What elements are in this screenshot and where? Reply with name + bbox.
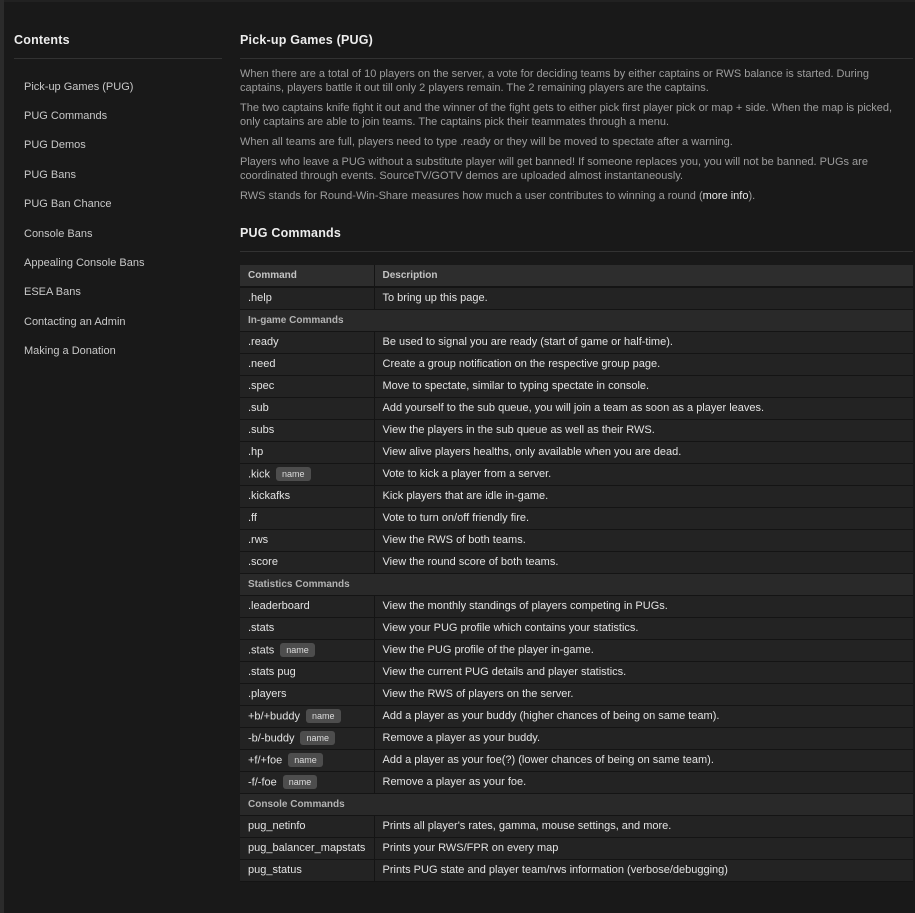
command-cell [240, 507, 374, 529]
commands-table [240, 265, 913, 882]
command-text: .stats pug [248, 666, 296, 678]
commands-table-body [240, 287, 913, 881]
paragraph: When all teams are full, players need to type .ready or they will be moved to spectate after a warning. [240, 136, 733, 148]
command-cell [240, 837, 374, 859]
table-row [240, 859, 913, 881]
table-row [240, 617, 913, 639]
description-cell: Be used to signal you are ready (start of game or half-time). [374, 331, 913, 353]
command-text: pug_status [248, 864, 302, 876]
command-text: .leaderboard [248, 600, 310, 612]
table-row [240, 551, 913, 573]
description-cell: View the monthly standings of players competing in PUGs. [374, 595, 913, 617]
command-text: -b/-buddy [248, 732, 295, 745]
command-cell [240, 749, 374, 771]
table-row [240, 287, 913, 309]
table-row [240, 705, 913, 727]
main-content [240, 0, 913, 882]
sidebar-item[interactable] [14, 160, 230, 189]
sidebar-item-label: Appealing Console Bans [24, 257, 145, 270]
argument-badge: name [306, 709, 341, 723]
table-row [240, 529, 913, 551]
command-cell [240, 463, 374, 485]
paragraph: The two captains knife fight it out and the winner of the fight gets to either pick first player pick or map + side. When the map is picked, only captains are able to join teams. The captains pick their teammates through a menu. [240, 102, 893, 128]
contents-sidebar [4, 0, 230, 366]
command-cell [240, 705, 374, 727]
command-text: .score [248, 556, 278, 568]
sidebar-item-label: Making a Donation [24, 345, 116, 358]
sidebar-item-label: Pick-up Games (PUG) [24, 80, 134, 93]
command-text: +b/+buddy [248, 710, 300, 723]
command-text: -f/-foe [248, 776, 277, 789]
description-cell: Add a player as your foe(?) (lower chances of being on same team). [374, 749, 913, 771]
description-cell: Move to spectate, similar to typing spectate in console. [374, 375, 913, 397]
divider [14, 58, 222, 59]
table-section-label: In-game Commands [240, 309, 913, 331]
argument-badge: name [288, 753, 323, 767]
command-cell [240, 441, 374, 463]
table-row [240, 749, 913, 771]
sidebar-item-label: PUG Ban Chance [24, 198, 112, 211]
command-cell [240, 287, 374, 309]
description-cell: View the round score of both teams. [374, 551, 913, 573]
description-cell: Remove a player as your foe. [374, 771, 913, 793]
sidebar-item[interactable] [14, 248, 230, 277]
table-row [240, 485, 913, 507]
command-text: .kick [248, 468, 270, 481]
command-text: .ready [248, 336, 279, 348]
table-row [240, 507, 913, 529]
description-cell: Prints PUG state and player team/rws information (verbose/debugging) [374, 859, 913, 881]
argument-badge: name [300, 731, 335, 745]
paragraph: Players who leave a PUG without a substitute player will get banned! If someone replaces you, you will not be banned. PUGs are coordinated through events. SourceTV/GOTV demos are uploaded almost instantaneously. [240, 156, 868, 182]
description-cell: Kick players that are idle in-game. [374, 485, 913, 507]
command-cell [240, 595, 374, 617]
table-row [240, 837, 913, 859]
argument-badge: name [276, 467, 311, 481]
table-row [240, 595, 913, 617]
rws-text-suffix: ). [748, 190, 756, 202]
table-row [240, 331, 913, 353]
description-cell: Vote to turn on/off friendly fire. [374, 507, 913, 529]
command-text: .sub [248, 402, 269, 414]
table-row [240, 639, 913, 661]
sidebar-item[interactable] [14, 190, 230, 219]
argument-badge: name [283, 775, 318, 789]
sidebar-item-label: PUG Bans [24, 168, 76, 181]
table-row [240, 815, 913, 837]
command-cell [240, 485, 374, 507]
sidebar-item-label: PUG Demos [24, 139, 86, 152]
description-cell: Vote to kick a player from a server. [374, 463, 913, 485]
sidebar-item[interactable] [14, 131, 230, 160]
command-cell [240, 639, 374, 661]
paragraph: When there are a total of 10 players on the server, a vote for deciding teams by either captains or RWS balance is started. During captains, players battle it out till only 2 players remain. The 2 remaining players are the captains. [240, 68, 869, 94]
command-cell [240, 727, 374, 749]
sidebar-item-label: PUG Commands [24, 110, 108, 123]
more-info-link[interactable]: more info [702, 190, 749, 202]
sidebar-item[interactable] [14, 72, 230, 101]
rws-text-prefix: RWS stands for Round-Win-Share measures how much a user contributes to winning a round ( [240, 190, 703, 202]
command-cell [240, 397, 374, 419]
table-section-label: Console Commands [240, 793, 913, 815]
command-text: .kickafks [248, 490, 291, 502]
description-cell: View your PUG profile which contains your statistics. [374, 617, 913, 639]
divider [240, 251, 913, 252]
command-cell [240, 375, 374, 397]
description-cell: Prints your RWS/FPR on every map [374, 837, 913, 859]
table-row [240, 397, 913, 419]
command-cell [240, 661, 374, 683]
command-text: pug_netinfo [248, 820, 306, 832]
table-row [240, 463, 913, 485]
description-cell: View the RWS of both teams. [374, 529, 913, 551]
sidebar-item[interactable] [14, 307, 230, 336]
table-row [240, 353, 913, 375]
description-cell: View alive players healths, only available when you are dead. [374, 441, 913, 463]
description-cell: Add yourself to the sub queue, you will join a team as soon as a player leaves. [374, 397, 913, 419]
command-cell [240, 353, 374, 375]
command-cell [240, 859, 374, 881]
argument-badge: name [280, 643, 315, 657]
table-header-row [240, 265, 913, 287]
table-row [240, 375, 913, 397]
command-cell [240, 419, 374, 441]
command-text: .spec [248, 380, 275, 392]
description-cell: View the PUG profile of the player in-game. [374, 639, 913, 661]
command-text: .players [248, 688, 287, 700]
description-cell: View the RWS of players on the server. [374, 683, 913, 705]
command-text: .stats [248, 622, 275, 634]
sidebar-item[interactable] [14, 101, 230, 130]
sidebar-item[interactable] [14, 278, 230, 307]
description-cell: Add a player as your buddy (higher chances of being on same team). [374, 705, 913, 727]
command-cell [240, 815, 374, 837]
description-cell: To bring up this page. [374, 287, 913, 309]
table-row [240, 661, 913, 683]
intro-paragraphs [240, 67, 913, 183]
command-text: .need [248, 358, 276, 370]
command-text: .hp [248, 446, 264, 458]
command-text: +f/+foe [248, 754, 283, 767]
command-text: .stats [248, 644, 275, 657]
table-row [240, 727, 913, 749]
sidebar-item-label: ESEA Bans [24, 286, 81, 299]
command-cell [240, 551, 374, 573]
command-text: .subs [248, 424, 275, 436]
table-row [240, 419, 913, 441]
table-section-row [240, 573, 913, 595]
divider [240, 58, 913, 59]
command-cell [240, 683, 374, 705]
description-cell: Create a group notification on the respective group page. [374, 353, 913, 375]
page-title: Pick-up Games (PUG) [240, 33, 373, 47]
table-section-row [240, 309, 913, 331]
command-cell [240, 771, 374, 793]
command-cell [240, 617, 374, 639]
sidebar-item[interactable] [14, 219, 230, 248]
table-section-label: Statistics Commands [240, 573, 913, 595]
command-column-header: Command [240, 265, 374, 287]
sidebar-item[interactable] [14, 337, 230, 366]
description-cell: Prints all player's rates, gamma, mouse settings, and more. [374, 815, 913, 837]
rws-paragraph [240, 189, 913, 203]
table-row [240, 771, 913, 793]
commands-section-title: PUG Commands [240, 226, 342, 240]
table-row [240, 683, 913, 705]
command-text: pug_balancer_mapstats [248, 842, 366, 854]
command-cell [240, 529, 374, 551]
contents-title: Contents [14, 33, 70, 47]
description-cell: Remove a player as your buddy. [374, 727, 913, 749]
command-text: .help [248, 292, 272, 305]
sidebar-item-label: Contacting an Admin [24, 315, 126, 328]
description-cell: View the current PUG details and player statistics. [374, 661, 913, 683]
table-section-row [240, 793, 913, 815]
sidebar-item-label: Console Bans [24, 227, 93, 240]
contents-nav-list [14, 72, 230, 366]
table-row [240, 441, 913, 463]
command-text: .rws [248, 534, 269, 546]
command-text: .ff [248, 512, 257, 524]
command-cell [240, 331, 374, 353]
description-column-header: Description [374, 265, 913, 287]
description-cell: View the players in the sub queue as well as their RWS. [374, 419, 913, 441]
